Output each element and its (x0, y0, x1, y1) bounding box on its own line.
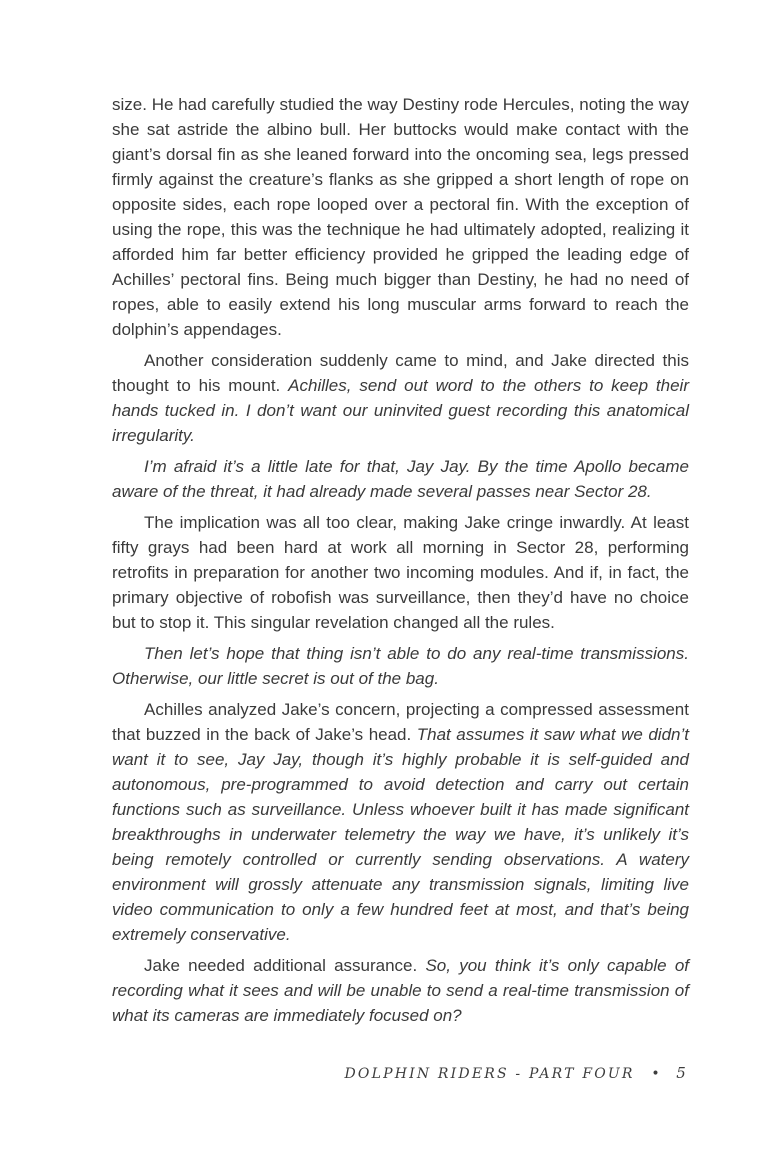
narration-text: Achilles analyzed Jake’s concern, projecting a compressed assessment that buzzed in the back of Jake’s head. (112, 700, 689, 744)
narration-text: Jake needed additional assurance. (144, 956, 426, 975)
footer-book-title: DOLPHIN RIDERS - PART FOUR (344, 1066, 635, 1082)
paragraph (112, 641, 689, 691)
paragraph (112, 953, 689, 1028)
page-footer (344, 1064, 688, 1082)
paragraph (112, 510, 689, 635)
narration-text: Another consideration suddenly came to mind, and Jake directed this thought to his mount. (112, 351, 689, 395)
paragraph (112, 92, 689, 342)
paragraph (112, 454, 689, 504)
telepathic-dialogue-text: I’m afraid it’s a little late for that, Jay Jay. By the time Apollo became aware of the threat, it had already made several passes near Sector 28. (112, 457, 689, 501)
footer-page-number: 5 (676, 1064, 688, 1082)
text-block (112, 92, 689, 1028)
footer-separator-dot: • (651, 1066, 660, 1082)
narration-text: The implication was all too clear, making Jake cringe inwardly. At least fifty grays had been hard at work all morning in Sector 28, performing retrofits in preparation for another two incoming modules. And if, in fact, the primary objective of robofish was surveillance, then they’d have no choice but to stop it. This singular revelation changed all the rules. (112, 513, 689, 632)
telepathic-dialogue-text: Achilles, send out word to the others to keep their hands tucked in. I don’t want our uninvited guest recording this anatomical irregularity. (112, 376, 689, 445)
narration-text: size. He had carefully studied the way Destiny rode Hercules, noting the way she sat astride the albino bull. Her buttocks would make contact with the giant’s dorsal fin as she leaned forward into the oncoming sea, legs pressed firmly against the creature’s flanks as she gripped a short length of rope on opposite sides, each rope looped over a pectoral fin. With the exception of using the rope, this was the technique he had ultimately adopted, realizing it afforded him far better efficiency provided he gripped the leading edge of Achilles’ pectoral fins. Being much bigger than Destiny, he had no need of ropes, able to easily extend his long muscular arms forward to reach the dolphin’s appendages. (112, 95, 689, 339)
telepathic-dialogue-text: So, you think it’s only capable of recording what it sees and will be unable to send a real-time transmission of what its cameras are immediately focused on? (112, 956, 690, 1025)
telepathic-dialogue-text: Then let’s hope that thing isn’t able to do any real-time transmissions. Otherwise, our little secret is out of the bag. (112, 644, 689, 688)
paragraph (112, 348, 689, 448)
telepathic-dialogue-text: That assumes it saw what we didn’t want it to see, Jay Jay, though it’s highly probable it is self-guided and autonomous, pre-programmed to avoid detection and carry out certain functions such as surveillance. Unless whoever built it has made significant breakthroughs in underwater telemetry the way we have, it’s unlikely it’s being remotely controlled or currently sending observations. A watery environment will grossly attenuate any transmission signals, limiting live video communication to only a few hundred feet at most, and that’s being extremely conservative. (112, 725, 689, 944)
paragraph (112, 697, 689, 947)
